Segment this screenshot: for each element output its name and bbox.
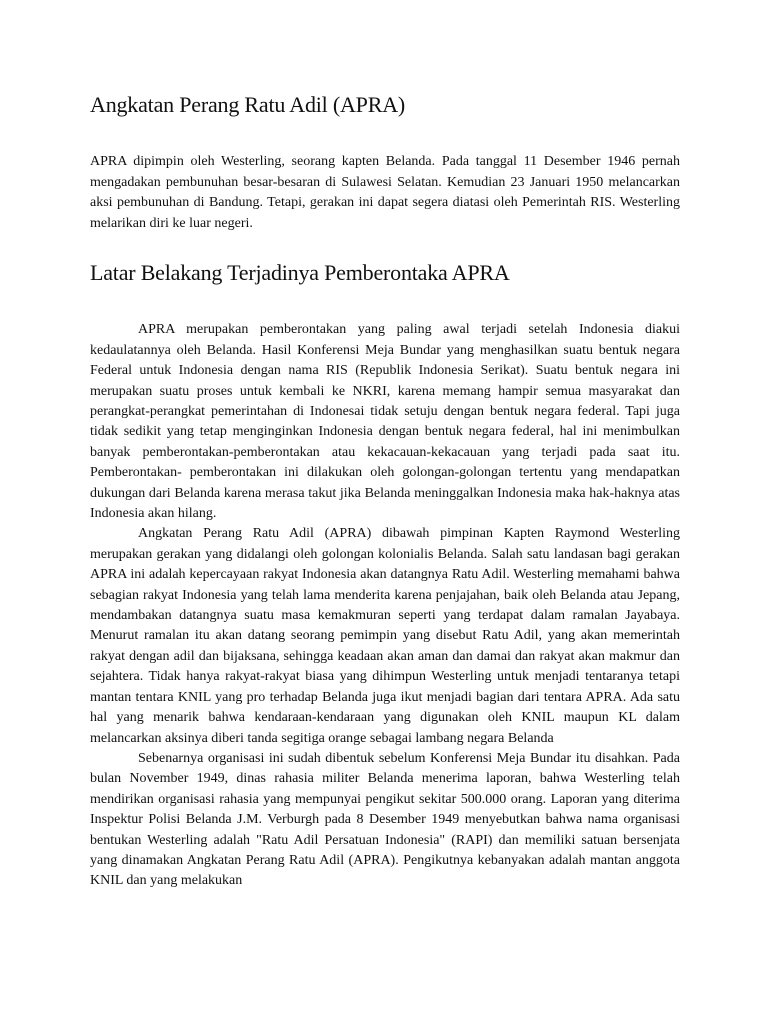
- section-heading: Latar Belakang Terjadinya Pemberontaka APRA: [90, 260, 510, 286]
- body-paragraph-3: Sebenarnya organisasi ini sudah dibentuk sebelum Konferensi Meja Bundar itu disahkan. Pada bulan November 1949, dinas rahasia militer Belanda menerima laporan, bahwa Westerling telah mendirikan organisasi rahasia yang mempunyai pengikut sekitar 500.000 orang. Laporan yang diterima Inspektur Polisi Belanda J.M. Verburgh pada 8 Desember 1949 menyebutkan bahwa nama organisasi bentukan Westerling adalah "Ratu Adil Persatuan Indonesia" (RAPI) dan memiliki satuan bersenjata yang dinamakan Angkatan Perang Ratu Adil (APRA). Pengikutnya kebanyakan adalah mantan anggota KNIL dan yang melakukan: [90, 750, 680, 889]
- intro-paragraph: APRA dipimpin oleh Westerling, seorang kapten Belanda. Pada tanggal 11 Desember 1946 pernah mengadakan pembunuhan besar-besaran di Sulawesi Selatan. Kemudian 23 Januari 1950 melancarkan aksi pembunuhan di Bandung. Tetapi, gerakan ini dapat segera diatasi oleh Pemerintah RIS. Westerling melarikan diri ke luar negeri.: [90, 154, 680, 231]
- body-paragraph-1: APRA merupakan pemberontakan yang paling awal terjadi setelah Indonesia diakui kedaulatannya oleh Belanda. Hasil Konferensi Meja Bundar yang menghasilkan suatu bentuk negara Federal untuk Indonesia dengan nama RIS (Republik Indonesia Serikat). Suatu bentuk negara ini merupakan suatu proses untuk kembali ke NKRI, karena memang hampir semua masyarakat dan perangkat-perangkat pemerintahan di Indonesai tidak setuju dengan bentuk negara federal. Tapi juga tidak sedikit yang tetap menginginkan Indonesia dengan bentuk negara federal, hal ini menimbulkan banyak pemberontakan-pemberontakan atau kekacauan-kekacauan yang terjadi pada saat itu. Pemberontakan- pemberontakan ini dilakukan oleh golongan-golongan tertentu yang mendapatkan dukungan dari Belanda karena merasa takut jika Belanda meninggalkan Indonesia maka hak-haknya atas Indonesia akan hilang.: [90, 322, 680, 522]
- body-paragraph-2: Angkatan Perang Ratu Adil (APRA) dibawah pimpinan Kapten Raymond Westerling merupakan gerakan yang didalangi oleh golongan kolonialis Belanda. Salah satu landasan bagi gerakan APRA ini adalah kepercayaan rakyat Indonesia akan datangnya Ratu Adil. Westerling memahami bahwa sebagian rakyat Indonesia yang telah lama menderita karena penjajahan, baik oleh Belanda atau Jepang, mendambakan datangnya suatu masa kemakmuran seperti yang terdapat dalam ramalan Jayabaya. Menurut ramalan itu akan datang seorang pemimpin yang disebut Ratu Adil, yang akan memerintah rakyat dengan adil dan bijaksana, sehingga keadaan akan aman dan damai dan rakyat akan makmur dan sejahtera. Tidak hanya rakyat-rakyat biasa yang dihimpun Westerling untuk menjadi tentaranya tetapi mantan tentara KNIL yang pro terhadap Belanda juga ikut menjadi bagian dari tentara APRA. Ada satu hal yang menarik bahwa kendaraan-kendaraan yang digunakan oleh KNIL maupun KL dalam melancarkan aksinya diberi tanda segitiga orange sebagai lambang negara Belanda: [90, 526, 680, 746]
- document-title: Angkatan Perang Ratu Adil (APRA): [90, 92, 406, 117]
